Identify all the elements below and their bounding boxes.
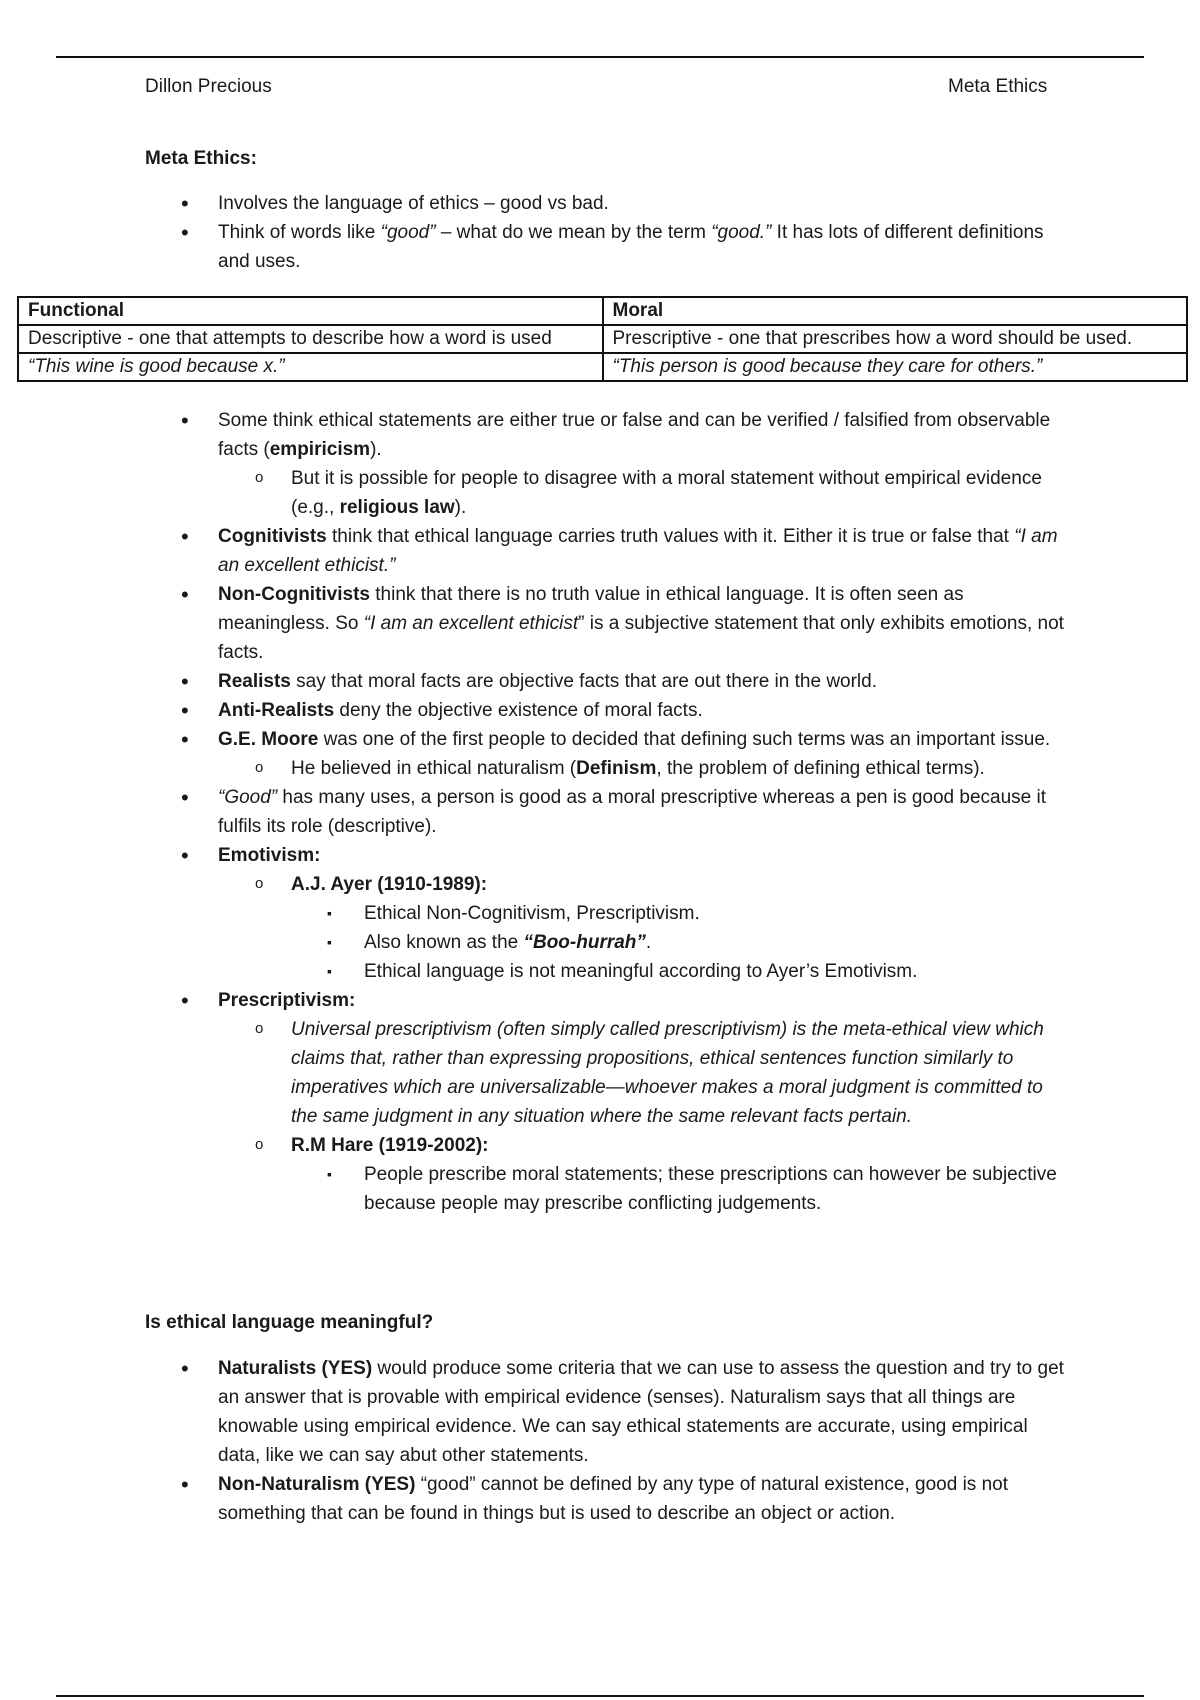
list-item: • Cognitivists think that ethical language carries truth values with it. Either it is true or false that “I am an excellent ethicist.”	[218, 522, 1065, 580]
list-item: o Universal prescriptivism (often simply called prescriptivism) is the meta-ethical view which claims that, rather than expressing propositions, ethical sentences function similarly to imperatives which are universalizable—whoever makes a moral judgment is committed to the same judgment in any situation where the same relevant facts pertain.	[291, 1015, 1065, 1131]
intro-list	[145, 189, 1065, 276]
table-cell: Prescriptive - one that prescribes how a word should be used.	[603, 325, 1188, 353]
list-item: ▪ Also known as the “Boo-hurrah”.	[364, 928, 1065, 957]
list-item: • Non-Naturalism (YES) “good” cannot be defined by any type of natural existence, good is not something that can be found in things but is used to describe an object or action.	[218, 1470, 1065, 1528]
list-item: • Emotivism: o A.J. Ayer (1910-1989): ▪ Ethical Non-Cognitivism, Prescriptivism. ▪ Also known as the “Boo-hurrah”. ▪ Ethical language is not meaningful according to Ayer’s Emotivism.	[218, 841, 1065, 986]
list-item: • Think of words like “good” – what do we mean by the term “good.” It has lots of different definitions and uses.	[218, 218, 1065, 276]
table-cell: Descriptive - one that attempts to describe how a word is used	[18, 325, 603, 353]
table-header-moral: Moral	[603, 297, 1188, 325]
list-item: • Non-Cognitivists think that there is no truth value in ethical language. It is often seen as meaningless. So “I am an excellent ethicist” is a subjective statement that only exhibits emotions, not facts.	[218, 580, 1065, 667]
list-item: • G.E. Moore was one of the first people to decided that defining such terms was an important issue. o He believed in ethical naturalism (Definism, the problem of defining ethical terms).	[218, 725, 1065, 783]
header-rule	[56, 56, 1144, 58]
table-cell: “This person is good because they care for others.”	[603, 353, 1188, 381]
list-item: • Naturalists (YES) would produce some criteria that we can use to assess the question and try to get an answer that is provable with empirical evidence (senses). Naturalism says that all things are knowable using empirical evidence. We can say ethical statements are accurate, using empirical data, like we can say abut other statements.	[218, 1354, 1065, 1470]
table-header-functional: Functional	[18, 297, 603, 325]
table-row	[18, 325, 1187, 353]
list-item: • Realists say that moral facts are objective facts that are out there in the world.	[218, 667, 1065, 696]
section-title-meaningful: Is ethical language meaningful?	[145, 1312, 434, 1333]
table-cell: “This wine is good because x.”	[18, 353, 603, 381]
list-item: o But it is possible for people to disagree with a moral statement without empirical evidence (e.g., religious law).	[291, 464, 1065, 522]
meaningful-list	[145, 1354, 1065, 1528]
list-item: ▪ Ethical Non-Cognitivism, Prescriptivism.	[364, 899, 1065, 928]
list-item: o R.M Hare (1919-2002): ▪ People prescribe moral statements; these prescriptions can however be subjective because people may prescribe conflicting judgements.	[291, 1131, 1065, 1218]
list-item: • Anti-Realists deny the objective existence of moral facts.	[218, 696, 1065, 725]
functional-moral-table	[17, 296, 1188, 382]
list-item: o He believed in ethical naturalism (Definism, the problem of defining ethical terms).	[291, 754, 1065, 783]
list-item: • Some think ethical statements are either true or false and can be verified / falsified from observable facts (empiricism). o But it is possible for people to disagree with a moral statement without empirical evidence (e.g., religious law).	[218, 406, 1065, 522]
table-row	[18, 353, 1187, 381]
list-item: ▪ People prescribe moral statements; these prescriptions can however be subjective because people may prescribe conflicting judgements.	[364, 1160, 1065, 1218]
author-name: Dillon Precious	[145, 76, 272, 97]
document-subject: Meta Ethics	[948, 76, 1048, 97]
list-item: • Involves the language of ethics – good vs bad.	[218, 189, 1065, 218]
footer-rule	[56, 1695, 1144, 1697]
list-item: o A.J. Ayer (1910-1989): ▪ Ethical Non-Cognitivism, Prescriptivism. ▪ Also known as the “Boo-hurrah”. ▪ Ethical language is not meaningful according to Ayer’s Emotivism.	[291, 870, 1065, 986]
section-title-meta-ethics: Meta Ethics:	[145, 148, 257, 169]
list-item: • “Good” has many uses, a person is good as a moral prescriptive whereas a pen is good because it fulfils its role (descriptive).	[218, 783, 1065, 841]
main-points-list	[145, 406, 1065, 1218]
list-item: • Prescriptivism: o Universal prescriptivism (often simply called prescriptivism) is the meta-ethical view which claims that, rather than expressing propositions, ethical sentences function similarly to imperatives which are universalizable—whoever makes a moral judgment is committed to the same judgment in any situation where the same relevant facts pertain. o R.M Hare (1919-2002): ▪ People prescribe moral statements; these prescriptions can however be subjective because people may prescribe conflicting judgements.	[218, 986, 1065, 1218]
table-row	[18, 297, 1187, 325]
list-item: ▪ Ethical language is not meaningful according to Ayer’s Emotivism.	[364, 957, 1065, 986]
